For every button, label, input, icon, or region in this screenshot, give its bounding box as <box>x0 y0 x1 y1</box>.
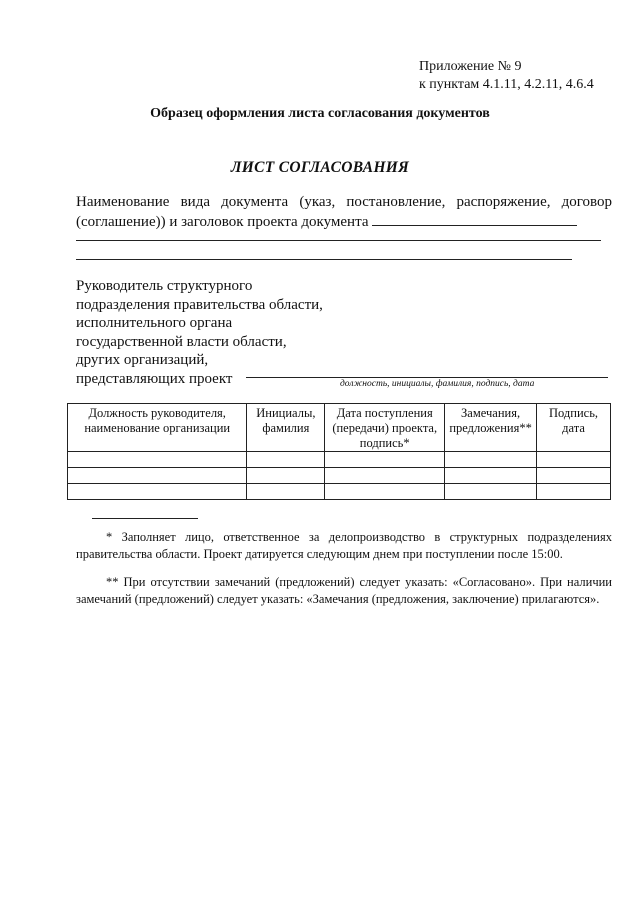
head-label-line: Руководитель структурного <box>76 278 253 294</box>
table-row <box>68 484 611 500</box>
footnote-2-text: ** При отсутствии замечаний (предложений) следует указать: «Согласовано». При наличии замечаний (предложений) следует указать: «Замечания (предложения, заключение) прилагаются». <box>76 575 612 606</box>
head-label-line: подразделения правительства области, <box>76 296 323 313</box>
table-row <box>68 468 611 484</box>
table-cell[interactable] <box>445 484 537 500</box>
table-cell[interactable] <box>68 452 247 468</box>
document-name-label-line1: Наименование вида документа (указ, постановление, распоряжение, договор <box>76 194 612 210</box>
table-cell[interactable] <box>537 452 611 468</box>
document-name-input-line[interactable] <box>372 225 577 226</box>
appendix-reference <box>419 58 594 94</box>
appendix-clauses: к пунктам 4.1.11, 4.2.11, 4.6.4 <box>419 77 594 92</box>
table-cell[interactable] <box>325 468 445 484</box>
table-cell[interactable] <box>445 468 537 484</box>
column-header-position: Должность руководителя, наименование организации <box>68 404 247 452</box>
column-header-name: Инициалы, фамилия <box>247 404 325 452</box>
document-name-label-text: (соглашение)) и заголовок проекта документа <box>76 214 369 230</box>
table-cell[interactable] <box>537 468 611 484</box>
head-of-department-label <box>76 277 323 389</box>
head-label-line: представляющих проект <box>76 370 233 387</box>
footnote-1 <box>76 529 612 563</box>
table-cell[interactable] <box>445 452 537 468</box>
footnote-separator <box>92 518 198 519</box>
table-cell[interactable] <box>537 484 611 500</box>
head-label-line: государственной власти области, <box>76 333 287 350</box>
table-cell[interactable] <box>68 468 247 484</box>
head-signature-hint: должность, инициалы, фамилия, подпись, дата <box>340 379 535 389</box>
table-cell[interactable] <box>247 468 325 484</box>
column-header-receipt-date: Дата поступления (передачи) проекта, подпись* <box>325 404 445 452</box>
column-header-signature: Подпись, дата <box>537 404 611 452</box>
approval-table <box>67 403 611 500</box>
column-header-remarks: Замечания, предложения** <box>445 404 537 452</box>
page-title: ЛИСТ СОГЛАСОВАНИЯ <box>230 159 410 176</box>
head-label-line: других организаций, <box>76 352 209 369</box>
table-row <box>68 452 611 468</box>
document-name-blank-line-2[interactable] <box>76 240 601 241</box>
head-signature-field[interactable] <box>246 377 608 378</box>
table-cell[interactable] <box>247 484 325 500</box>
appendix-number: Приложение № 9 <box>419 59 522 74</box>
document-name-blank-line-3[interactable] <box>76 259 572 260</box>
table-cell[interactable] <box>68 484 247 500</box>
table-cell[interactable] <box>325 452 445 468</box>
table-cell[interactable] <box>247 452 325 468</box>
footnote-1-text: * Заполняет лицо, ответственное за делопроизводство в структурных подразделениях правительства области. Проект датируется следующим днем при поступлении после 15:00. <box>76 530 612 561</box>
head-label-line: исполнительного органа <box>76 315 233 332</box>
table-cell[interactable] <box>325 484 445 500</box>
document-subtitle: Образец оформления листа согласования документов <box>150 106 490 121</box>
table-header-row <box>68 404 611 452</box>
footnote-2 <box>76 574 612 608</box>
document-name-label-line2 <box>76 212 612 233</box>
